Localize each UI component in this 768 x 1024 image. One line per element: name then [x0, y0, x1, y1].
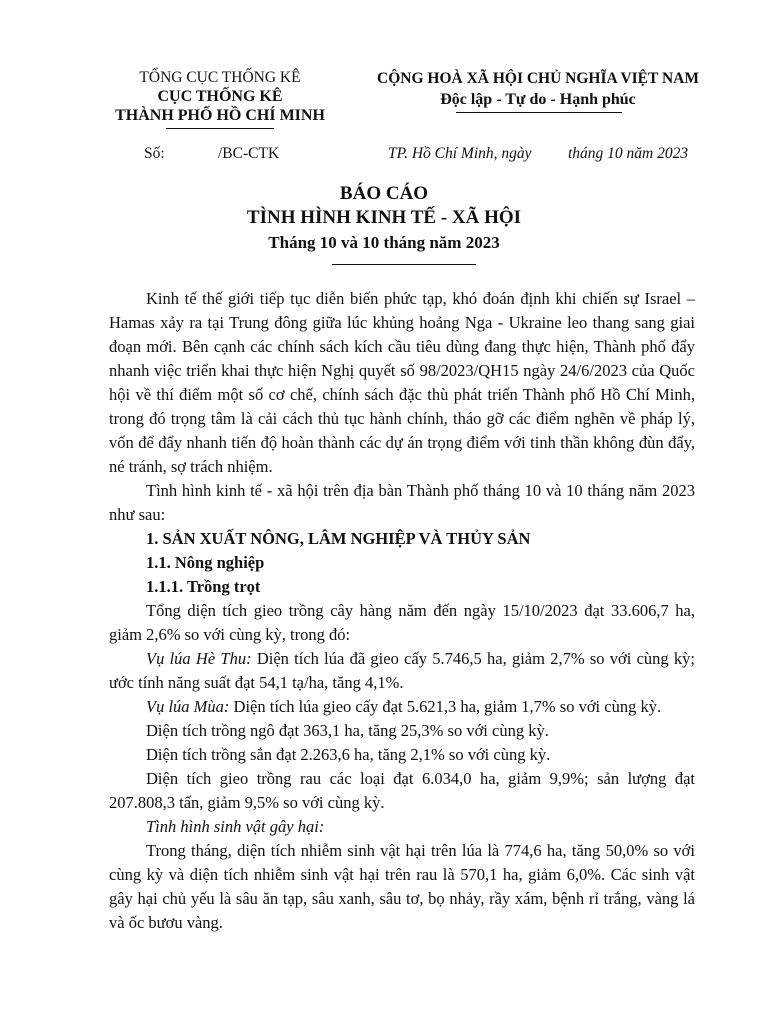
pest-paragraph: Trong tháng, diện tích nhiễm sinh vật hại trên lúa là 774,6 ha, tăng 50,0% so với cùng kỳ và diện tích nhiễm sinh vật hại trên rau là 570,1 ha, giảm 6,0%. Các sinh vật gây hại chủ yếu là sâu ăn tạp, sâu xanh, sâu tơ, bọ nhảy, rầy xám, bệnh rỉ trắng, vàng lá và ốc bươu vàng. [109, 841, 695, 932]
main-season-rice-label: Vụ lúa Mùa: [146, 697, 230, 716]
motto-underline [456, 112, 622, 113]
doc-code: /BC-CTK [218, 145, 280, 162]
office-name: CỤC THỐNG KÊ [157, 88, 283, 105]
doc-number-label: Số: [144, 145, 165, 162]
section-heading-1: 1. SẢN XUẤT NÔNG, LÂM NGHIỆP VÀ THỦY SẢN [146, 529, 531, 548]
national-motto: Độc lập - Tự do - Hạnh phúc [440, 91, 636, 108]
country-name: CỘNG HOÀ XÃ HỘI CHỦ NGHĨA VIỆT NAM [377, 70, 699, 87]
agency-name: TỔNG CỤC THỐNG KÊ [139, 69, 301, 86]
main-season-rice-paragraph [109, 695, 695, 719]
summer-autumn-rice-text: Diện tích lúa đã gieo cấy 5.746,5 ha, giảm 2,7% so với cùng kỳ; ước tính năng suất đạt 54,1 tạ/ha, tăng 4,1%. [109, 649, 695, 692]
report-body [109, 287, 695, 935]
main-season-rice-text: Diện tích lúa gieo cấy đạt 5.621,3 ha, giảm 1,7% so với cùng kỳ. [229, 697, 662, 716]
summer-autumn-rice-label: Vụ lúa Hè Thu: [146, 649, 252, 668]
national-header-block [356, 68, 720, 110]
agency-underline [166, 128, 274, 129]
report-subtitle: TÌNH HÌNH KINH TẾ - XÃ HỘI [246, 207, 522, 228]
doc-place-date: TP. Hồ Chí Minh, ngày [388, 145, 532, 162]
summary-paragraph: Tình hình kinh tế - xã hội trên địa bàn Thành phố tháng 10 và 10 tháng năm 2023 như sau: [109, 481, 695, 524]
title-underline [332, 264, 476, 265]
section-heading-1-1-1: 1.1.1. Trồng trọt [146, 577, 261, 596]
city-name: THÀNH PHỐ HỒ CHÍ MINH [115, 107, 325, 124]
doc-month-year: tháng 10 năm 2023 [568, 145, 689, 162]
summer-autumn-rice-paragraph [109, 647, 695, 695]
maize-paragraph: Diện tích trồng ngô đạt 363,1 ha, tăng 25,3% so với cùng kỳ. [146, 721, 549, 740]
issuing-agency-block [96, 68, 344, 125]
pest-heading: Tình hình sinh vật gây hại: [146, 817, 325, 836]
planted-area-paragraph: Tổng diện tích gieo trồng cây hàng năm đến ngày 15/10/2023 đạt 33.606,7 ha, giảm 2,6% so với cùng kỳ, trong đó: [109, 601, 695, 644]
report-period: Tháng 10 và 10 tháng năm 2023 [268, 233, 500, 252]
intro-paragraph: Kinh tế thế giới tiếp tục diễn biến phức tạp, khó đoán định khi chiến sự Israel – Hamas xảy ra tại Trung đông giữa lúc khủng hoảng Nga - Ukraine leo thang sang giai đoạn mới. Bên cạnh các chính sách kích cầu tiêu dùng đang thực hiện, Thành phố đẩy nhanh việc triển khai thực hiện Nghị quyết số 98/2023/QH15 ngày 24/6/2023 của Quốc hội về thí điểm một số cơ chế, chính sách đặc thù phát triển Thành phố Hồ Chí Minh, trong đó trọng tâm là cải cách thủ tục hành chính, tháo gỡ các điểm nghẽn về pháp lý, vốn để đẩy nhanh tiến độ hoàn thành các dự án trọng điểm với tinh thần không đùn đẩy, né tránh, sợ trách nhiệm. [109, 289, 695, 476]
section-heading-1-1: 1.1. Nông nghiệp [146, 553, 265, 572]
cassava-paragraph: Diện tích trồng sắn đạt 2.263,6 ha, tăng 2,1% so với cùng kỳ. [146, 745, 551, 764]
vegetables-paragraph: Diện tích gieo trồng rau các loại đạt 6.034,0 ha, giảm 9,9%; sản lượng đạt 207.808,3 tấn, giảm 9,5% so với cùng kỳ. [109, 769, 695, 812]
report-title: BÁO CÁO [339, 183, 429, 204]
